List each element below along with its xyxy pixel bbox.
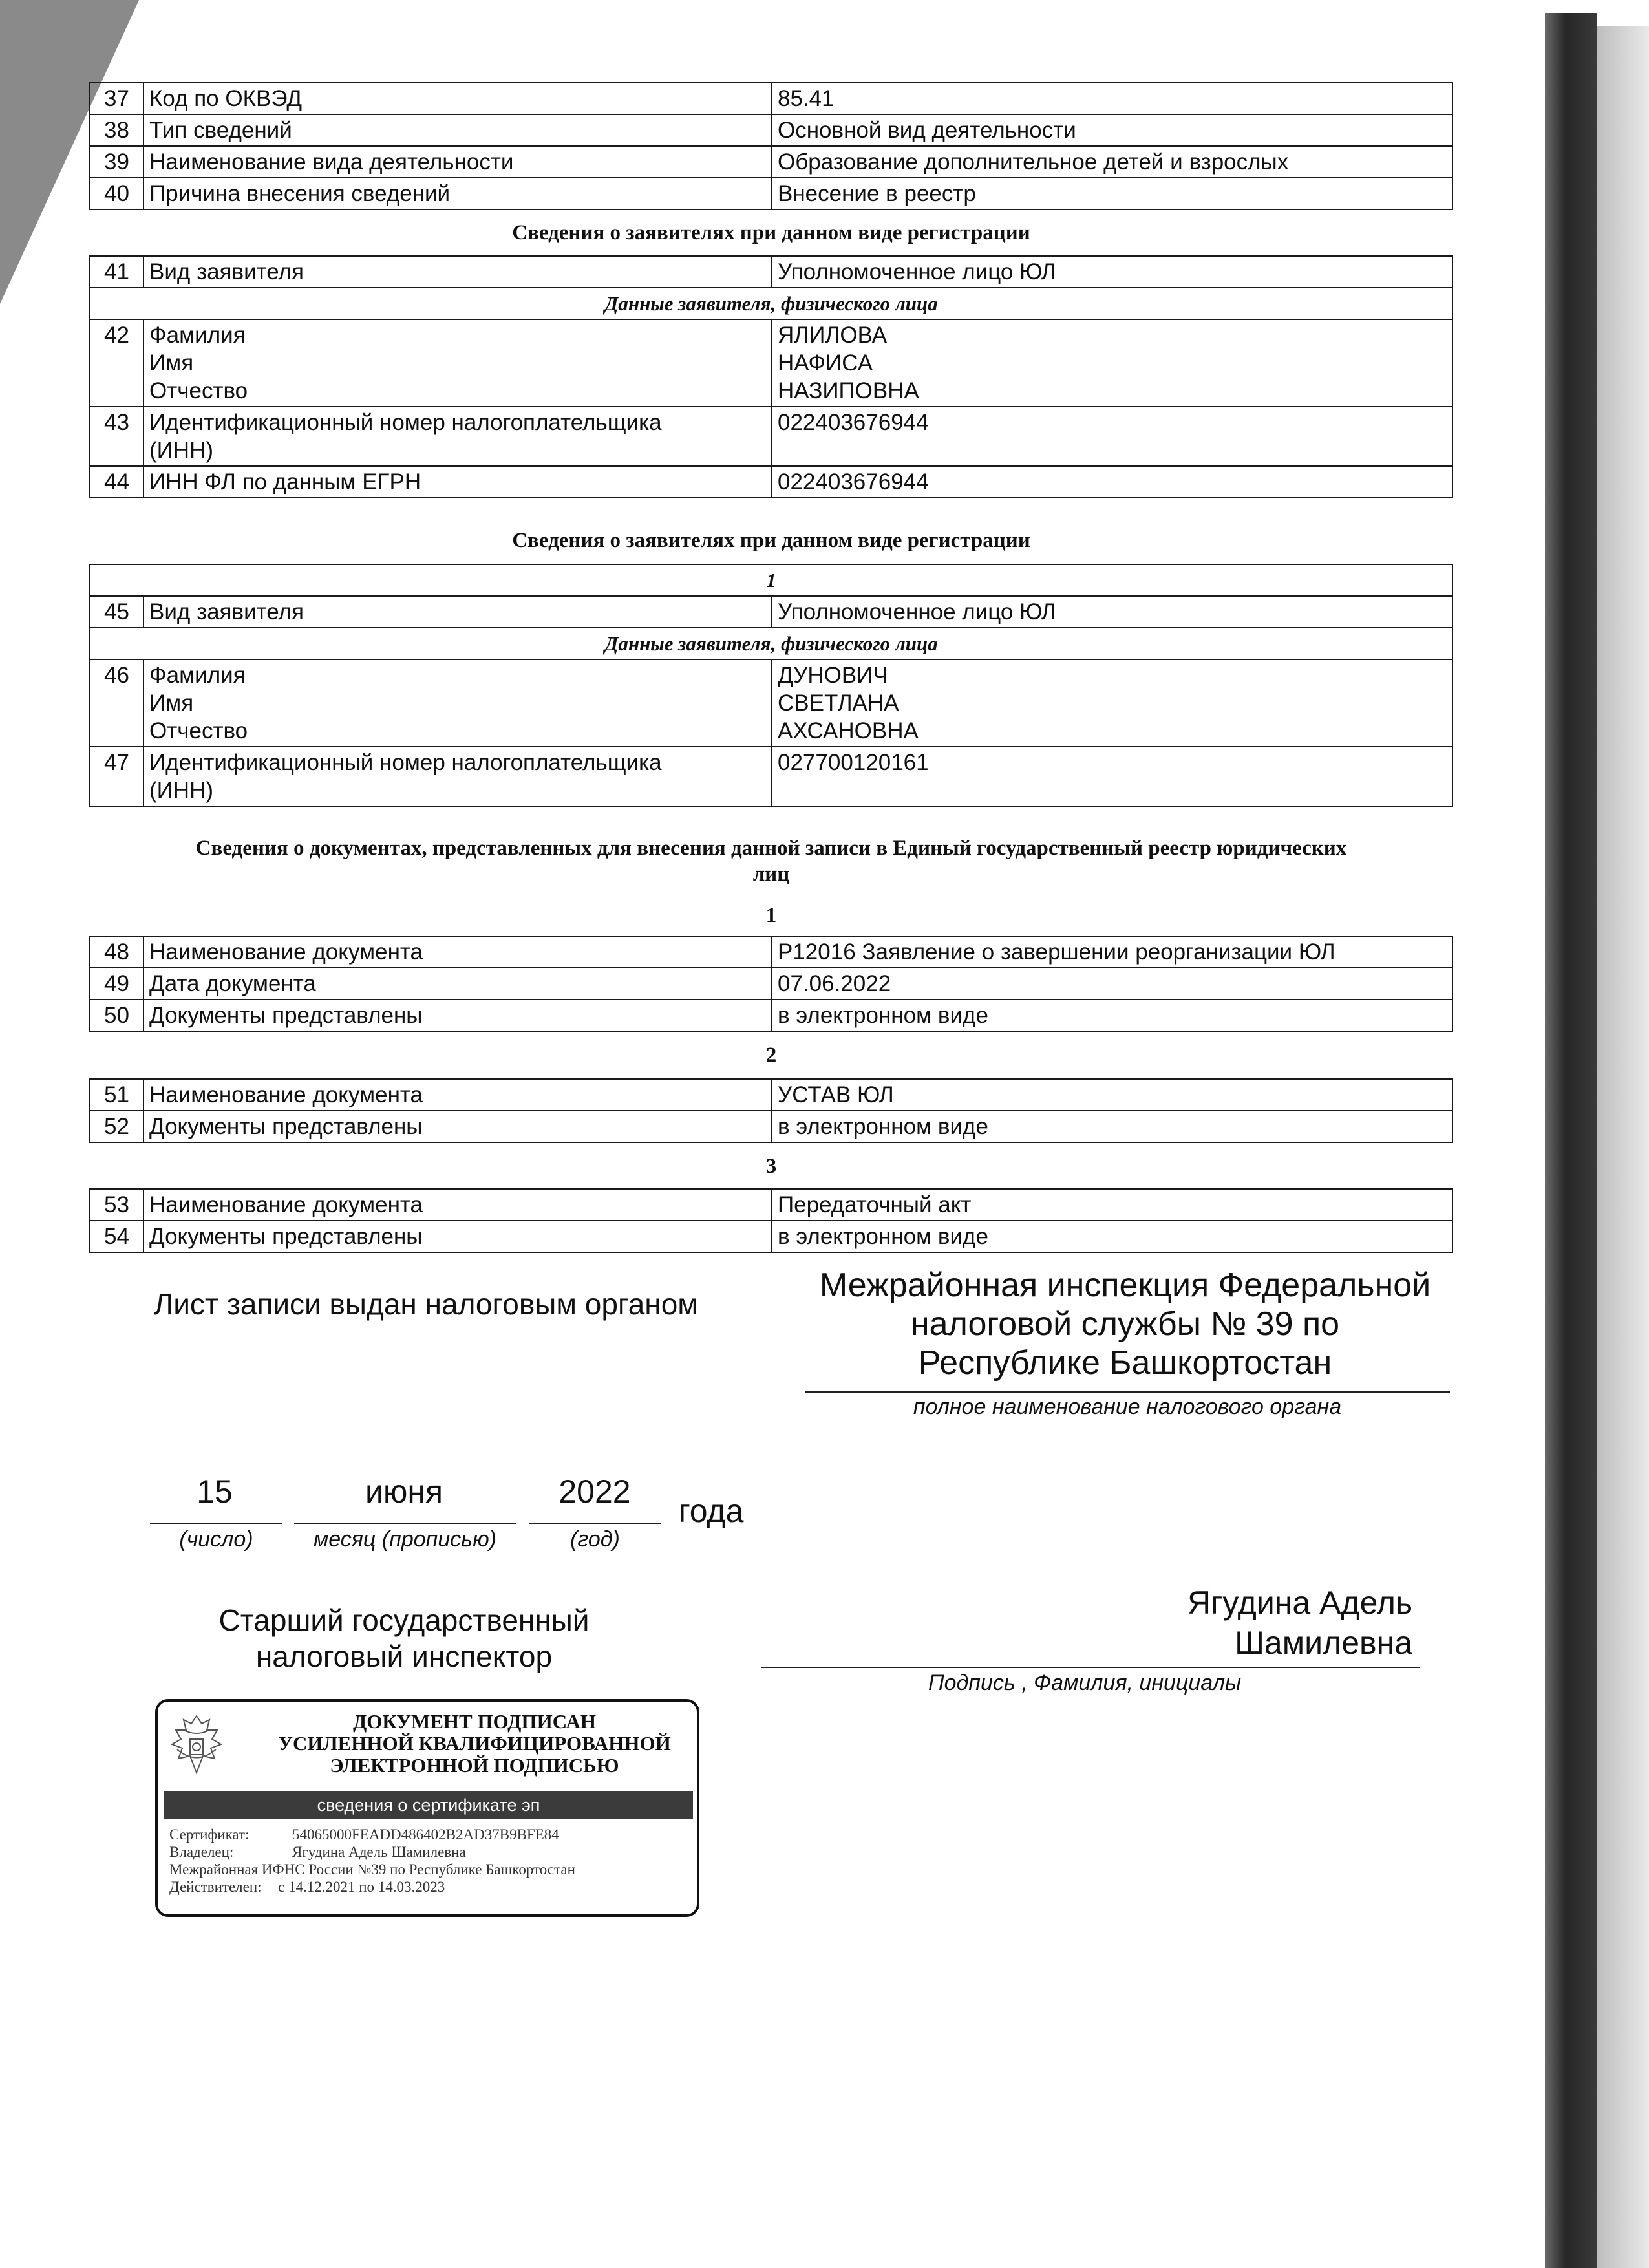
subheading-applicant-data: Данные заявителя, физического лица — [90, 288, 1452, 319]
patronymic-label: Отчество — [149, 718, 248, 744]
row-value: в электронном виде — [772, 1221, 1452, 1252]
row-value: 85.41 — [772, 83, 1452, 114]
row-label: Наименование документа — [144, 1189, 772, 1221]
stamp-title — [255, 1711, 694, 1777]
date-day: 15 — [197, 1473, 233, 1510]
day-underline — [150, 1523, 282, 1524]
surname-value: ДУНОВИЧ — [778, 663, 888, 688]
row-number: 54 — [90, 1221, 144, 1252]
document-group-number: 2 — [765, 1043, 777, 1067]
table-row — [90, 968, 1452, 1000]
row-value: УСТАВ ЮЛ — [772, 1079, 1452, 1111]
table-row — [90, 146, 1452, 178]
surname-label: Фамилия — [149, 323, 246, 348]
section-heading-applicants: Сведения о заявителях при данном виде регистрации — [512, 221, 1030, 244]
row-label: Код по ОКВЭД — [144, 83, 772, 114]
name-value: НАФИСА — [778, 350, 873, 376]
inn-label-abbr: (ИНН) — [149, 438, 214, 463]
row-label: Тип сведений — [144, 114, 772, 146]
table-row — [90, 564, 1452, 596]
name-line: Ягудина Адель — [1187, 1585, 1412, 1621]
date-month: июня — [365, 1473, 443, 1510]
activity-table — [89, 82, 1453, 210]
row-label: Причина внесения сведений — [144, 178, 772, 209]
row-number: 40 — [90, 178, 144, 209]
row-label: Наименование вида деятельности — [144, 146, 772, 178]
row-value: 022403676944 — [772, 466, 1452, 498]
date-suffix: года — [678, 1493, 744, 1529]
signature-caption: Подпись , Фамилия, инициалы — [928, 1671, 1242, 1695]
validity-row — [169, 1878, 575, 1896]
month-underline — [294, 1523, 516, 1524]
row-number: 41 — [90, 256, 144, 288]
row-value: Уполномоченное лицо ЮЛ — [772, 596, 1452, 628]
tax-authority-name — [800, 1266, 1450, 1382]
row-value — [772, 659, 1452, 747]
row-number: 47 — [90, 747, 144, 806]
row-number: 37 — [90, 83, 144, 114]
month-caption: месяц (прописью) — [313, 1527, 497, 1552]
stamp-title-line: ЭЛЕКТРОННОЙ ПОДПИСЬЮ — [330, 1754, 619, 1777]
row-value: 07.06.2022 — [772, 968, 1452, 1000]
applicant-table-1 — [89, 255, 1453, 498]
row-label: Дата документа — [144, 968, 772, 1000]
owner-value: Ягудина Адель Шамилевна — [292, 1844, 466, 1860]
row-label — [144, 319, 772, 407]
year-caption: (год) — [570, 1527, 620, 1552]
patronymic-value: НАЗИПОВНА — [778, 378, 919, 403]
table-row — [90, 83, 1452, 114]
certificate-value: 54065000FEADD486402B2AD37B9BFE84 — [292, 1826, 559, 1843]
position-line: налоговый инспектор — [255, 1640, 553, 1673]
validity-label: Действителен: — [169, 1879, 262, 1895]
coat-of-arms-icon — [164, 1711, 229, 1782]
certificate-label: Сертификат: — [169, 1826, 250, 1843]
row-number: 38 — [90, 114, 144, 146]
year-underline — [529, 1523, 661, 1524]
surname-value: ЯЛИЛОВА — [778, 323, 888, 348]
document-group-number: 1 — [765, 904, 777, 927]
row-value: Основной вид деятельности — [772, 114, 1452, 146]
signatory-name — [1034, 1583, 1412, 1663]
row-value: в электронном виде — [772, 1111, 1452, 1142]
row-value — [772, 319, 1452, 407]
table-row — [90, 1189, 1452, 1221]
stamp-title-line: УСИЛЕННОЙ КВАЛИФИЦИРОВАННОЙ — [278, 1732, 671, 1755]
certificate-info-bar: сведения о сертификате эп — [164, 1791, 693, 1819]
row-number: 46 — [90, 659, 144, 747]
documents-table-2 — [89, 1078, 1453, 1143]
name-label: Имя — [149, 350, 194, 376]
table-row — [90, 114, 1452, 146]
authority-line: налоговой службы № 39 по — [910, 1305, 1340, 1343]
document-group-number: 3 — [765, 1155, 777, 1178]
certificate-details — [169, 1826, 575, 1896]
documents-table-3 — [89, 1188, 1453, 1253]
date-year: 2022 — [559, 1473, 631, 1510]
row-label — [144, 747, 772, 806]
row-label — [144, 659, 772, 747]
row-number: 48 — [90, 936, 144, 968]
row-number: 42 — [90, 319, 144, 407]
certificate-row — [169, 1826, 575, 1843]
row-value: Образование дополнительное детей и взрослых — [772, 146, 1452, 178]
row-value: Р12016 Заявление о завершении реорганизации ЮЛ — [772, 936, 1452, 968]
authority-caption: полное наименование налогового органа — [913, 1395, 1342, 1419]
patronymic-value: АХСАНОВНА — [778, 718, 919, 744]
owner-label: Владелец: — [169, 1844, 234, 1860]
row-label: Документы представлены — [144, 1221, 772, 1252]
validity-value: с 14.12.2021 по 14.03.2023 — [278, 1879, 445, 1895]
e-signature-stamp — [155, 1699, 699, 1917]
table-row — [90, 747, 1452, 806]
name-label: Имя — [149, 690, 194, 716]
row-label: ИНН ФЛ по данным ЕГРН — [144, 466, 772, 498]
scan-edge-shadow — [1545, 13, 1597, 2268]
table-row — [90, 1079, 1452, 1111]
row-number: 43 — [90, 407, 144, 466]
authority-underline — [805, 1391, 1450, 1393]
row-value: Внесение в реестр — [772, 178, 1452, 209]
row-number: 51 — [90, 1079, 144, 1111]
table-row — [90, 256, 1452, 288]
row-number: 45 — [90, 596, 144, 628]
subheading-applicant-data: Данные заявителя, физического лица — [90, 628, 1452, 659]
row-number: 44 — [90, 466, 144, 498]
scan-edge-margin — [1597, 26, 1649, 2268]
row-value: 022403676944 — [772, 407, 1452, 466]
patronymic-label: Отчество — [149, 378, 248, 403]
signature-underline — [761, 1667, 1420, 1668]
row-number: 53 — [90, 1189, 144, 1221]
authority-line: Межрайонная инспекция Федеральной — [819, 1267, 1431, 1304]
row-number: 49 — [90, 968, 144, 1000]
row-value: Передаточный акт — [772, 1189, 1452, 1221]
documents-table-1 — [89, 936, 1453, 1032]
row-value: Уполномоченное лицо ЮЛ — [772, 256, 1452, 288]
table-row — [90, 319, 1452, 407]
inn-label: Идентификационный номер налогоплательщика — [149, 750, 662, 775]
row-label: Наименование документа — [144, 1079, 772, 1111]
section-heading-applicants-2: Сведения о заявителях при данном виде регистрации — [512, 529, 1030, 552]
inn-label: Идентификационный номер налогоплательщика — [149, 410, 662, 435]
row-label — [144, 407, 772, 466]
group-number: 1 — [90, 564, 1452, 596]
table-row — [90, 596, 1452, 628]
row-label: Вид заявителя — [144, 256, 772, 288]
table-row — [90, 466, 1452, 498]
table-row — [90, 1000, 1452, 1031]
table-row — [90, 659, 1452, 747]
name-line: Шамилевна — [1235, 1625, 1412, 1661]
row-number: 52 — [90, 1111, 144, 1142]
row-label: Вид заявителя — [144, 596, 772, 628]
row-label: Наименование документа — [144, 936, 772, 968]
section-heading-documents — [89, 835, 1453, 887]
table-row — [90, 288, 1452, 319]
day-caption: (число) — [179, 1527, 253, 1552]
applicant-table-2 — [89, 564, 1453, 807]
documents-heading-line2: лиц — [752, 862, 790, 886]
name-value: СВЕТЛАНА — [778, 690, 899, 716]
position-line: Старший государственный — [218, 1603, 590, 1637]
organization-row: Межрайонная ИФНС России №39 по Республике Башкортостан — [169, 1861, 575, 1878]
table-row — [90, 1221, 1452, 1252]
table-row — [90, 936, 1452, 968]
signatory-position — [171, 1602, 637, 1674]
inn-label-abbr: (ИНН) — [149, 778, 214, 803]
row-number: 50 — [90, 1000, 144, 1031]
table-row — [90, 628, 1452, 659]
row-label: Документы представлены — [144, 1000, 772, 1031]
stamp-title-line: ДОКУМЕНТ ПОДПИСАН — [352, 1710, 597, 1733]
row-number: 39 — [90, 146, 144, 178]
table-row — [90, 407, 1452, 466]
row-label: Документы представлены — [144, 1111, 772, 1142]
row-value: 027700120161 — [772, 747, 1452, 806]
authority-line: Республике Башкортостан — [918, 1344, 1332, 1382]
owner-row — [169, 1843, 575, 1861]
table-row — [90, 1111, 1452, 1142]
row-value: в электронном виде — [772, 1000, 1452, 1031]
table-row — [90, 178, 1452, 209]
issued-by-label: Лист записи выдан налоговым органом — [154, 1287, 698, 1321]
documents-heading-line1: Сведения о документах, представленных для внесения данной записи в Единый государственный реестр юридических — [195, 837, 1347, 860]
surname-label: Фамилия — [149, 663, 246, 688]
